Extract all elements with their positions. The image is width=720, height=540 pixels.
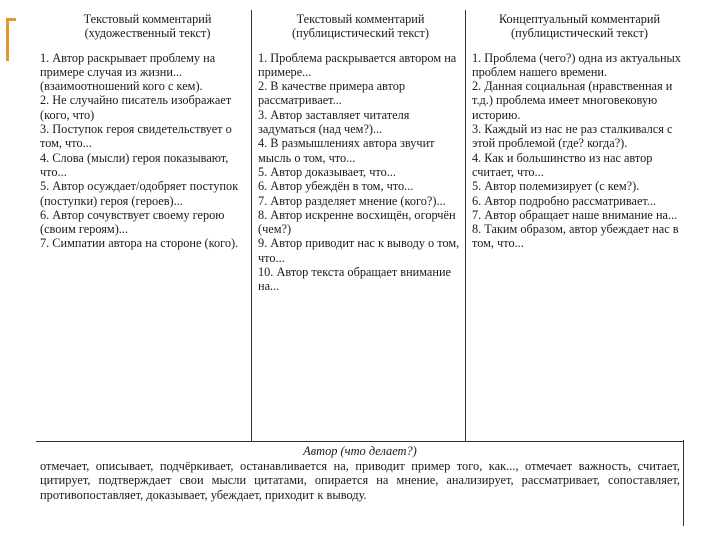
author-verbs-section xyxy=(40,444,680,502)
list-item: 5. Автор полемизирует (с кем?). xyxy=(472,179,640,194)
slide-corner-mark xyxy=(6,18,16,61)
list-item: 8. Таким образом, автор убеждает нас в том, что... xyxy=(472,222,679,251)
list-item: 2. Данная социальная (нравственная и т.д.) проблема имеет многовековую историю. xyxy=(472,79,673,122)
column-divider-2 xyxy=(465,10,466,442)
list-item: 5. Автор доказывает, что... xyxy=(258,164,396,179)
item-list xyxy=(258,51,463,294)
list-item: 6. Автор сочувствует своему герою (своим героям)... xyxy=(40,207,225,237)
list-item: 6. Автор убеждён в том, что... xyxy=(258,179,414,194)
list-item: 2. В качестве примера автор рассматривает... xyxy=(258,79,406,108)
list-item: 1. Автор раскрывает проблему на примере случая из жизни... (взаимоотношений кого с кем). xyxy=(40,50,216,94)
list-item: 9. Автор приводит нас к выводу о том, что... xyxy=(258,236,460,265)
list-item: 4. В размышлениях автора звучит мысль о том, что... xyxy=(258,136,435,165)
list-item: 8. Автор искренне восхищён, огорчён (чем?) xyxy=(258,207,456,237)
author-verbs-title: Автор (что делает?) xyxy=(303,444,417,458)
item-list xyxy=(472,51,687,251)
column-publicistic-commentary xyxy=(258,12,463,294)
column-heading: Текстовый комментарий (публицистический текст) xyxy=(292,12,429,41)
list-item: 7. Автор обращает наше внимание на... xyxy=(472,207,678,222)
list-item: 2. Не случайно писатель изображает (кого, что) xyxy=(40,93,232,122)
column-heading: Текстовый комментарий (художественный текст) xyxy=(83,12,212,41)
table-right-border xyxy=(683,440,684,526)
list-item: 1. Проблема раскрывается автором на примере... xyxy=(258,50,457,79)
list-item: 10. Автор текста обращает внимание на... xyxy=(258,265,452,294)
list-item: 7. Автор разделяет мнение (кого?)... xyxy=(258,193,446,208)
author-verbs-text: отмечает, описывает, подчёркивает, останавливается на, приводит пример того, как..., отмечает важность, считает, цитирует, подтверждает свои мысли цитатами, опирается на мнение, анализирует, рассматривает, сопоставляет, противопоставляет, доказывает, убеждает, приходит к выводу. xyxy=(40,458,680,502)
column-conceptual-commentary xyxy=(472,12,687,251)
list-item: 4. Слова (мысли) героя показывают, что... xyxy=(40,150,229,179)
table-bottom-border xyxy=(36,441,684,442)
list-item: 4. Как и большинство из нас автор считает, что... xyxy=(472,150,653,179)
list-item: 5. Автор осуждает/одобряет поступок (поступки) героя (героев)... xyxy=(40,179,239,208)
list-item: 3. Поступок героя свидетельствует о том, что... xyxy=(40,122,232,151)
item-list xyxy=(40,51,255,251)
list-item: 1. Проблема (чего?) одна из актуальных проблем нашего времени. xyxy=(472,50,681,79)
column-heading: Концептуальный комментарий (публицистический текст) xyxy=(498,12,661,41)
list-item: 6. Автор подробно рассматривает... xyxy=(472,193,657,208)
list-item: 7. Симпатии автора на стороне (кого). xyxy=(40,236,239,251)
column-artistic-commentary xyxy=(40,12,255,251)
list-item: 3. Каждый из нас не раз сталкивался с этой проблемой (где? когда?). xyxy=(472,122,673,151)
list-item: 3. Автор заставляет читателя задуматься (над чем?)... xyxy=(258,107,410,137)
